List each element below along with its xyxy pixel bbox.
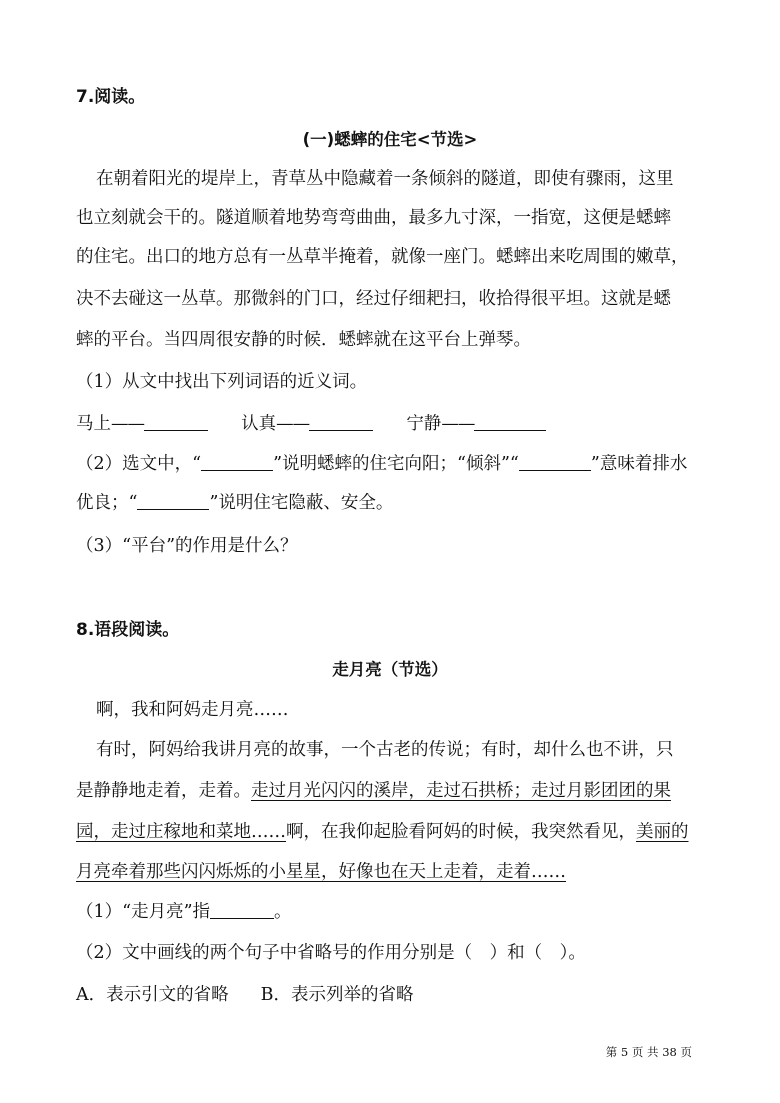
- underlined-sentence-2a: 美丽的: [636, 822, 689, 842]
- q7-question-1: （1）从文中找出下列词语的近义词。: [76, 372, 368, 392]
- dash-2: ——: [276, 414, 310, 434]
- q8-para-2-line-1: 有时，阿妈给我讲月亮的故事，一个古老的传说；有时，却什么也不讲，只: [96, 740, 674, 760]
- p2-plain-1: 是静静地走着，走着。: [76, 781, 251, 801]
- q8-question-1: [76, 900, 706, 924]
- q8-passage-title: 走月亮（节选）: [332, 660, 448, 679]
- q7-question-3: （3）“平台”的作用是什么？: [76, 536, 298, 556]
- q7-para-line-2: 也立刻就会干的。隧道顺着地势弯弯曲曲，最多九寸深，一指宽，这便是蟋蟀: [76, 208, 671, 228]
- q7-para-line-5: 蟀的平台。当四周很安静的时候．蟋蟀就在这平台上弹琴。: [76, 330, 531, 350]
- q7-passage-title: (一)蟋蟀的住宅<节选>: [302, 130, 478, 149]
- q8-para-1: 啊，我和阿妈走月亮……: [96, 700, 289, 720]
- q7-para-line-4: 决不去碰这一丛草。那微斜的门口，经过仔细耙扫，收拾得很平坦。这就是蟋: [76, 289, 671, 309]
- q8-q1-text: （1）“走月亮”指: [76, 902, 211, 922]
- q7-para-line-3: 的住宅。出口的地方总有一丛草半掩着，就像一座门。蟋蟀出来吃周围的嫩草，: [76, 247, 689, 267]
- q8-options: [76, 983, 706, 1007]
- underlined-sentence-1b: 园，走过庄稼地和菜地……: [76, 822, 286, 842]
- q7-question-2-line-2: [76, 491, 706, 515]
- q8-para-2-line-4: [76, 860, 706, 884]
- q8-para-2-line-2: [76, 779, 706, 803]
- answer-blank-renzhen[interactable]: [309, 412, 373, 431]
- q2-text-d: 优良；“: [76, 493, 138, 513]
- underlined-sentence-1a: 走过月光闪闪的溪岸，走过石拱桥；走过月影团团的果: [251, 781, 671, 801]
- word-renzhen: 认真: [241, 414, 277, 434]
- answer-blank-ningjing[interactable]: [474, 412, 546, 431]
- dash-1: ——: [111, 414, 144, 434]
- q2-text-c: ”意味着排水: [590, 454, 688, 474]
- p2-plain-2: 啊，在我仰起脸看阿妈的时候，我突然看见，: [286, 822, 636, 842]
- q2-text-a: （2）选文中，“: [76, 454, 202, 474]
- word-mashang: 马上: [76, 414, 111, 434]
- word-ningjing: 宁静: [406, 414, 442, 434]
- q2-text-e: ”说明住宅隐蔽、安全。: [209, 493, 394, 513]
- dash-3: ——: [441, 414, 475, 434]
- q8-para-2-line-3: [76, 820, 706, 844]
- answer-blank-q2-1[interactable]: [201, 452, 273, 471]
- answer-blank-q2-3[interactable]: [137, 491, 209, 510]
- q7-para-line-1: 在朝着阳光的堤岸上，青草丛中隐藏着一条倾斜的隧道，即使有骤雨，这里: [96, 169, 674, 189]
- q7-synonym-row: [76, 412, 706, 436]
- q7-heading: 7.阅读。: [76, 87, 146, 107]
- q8-question-2: （2）文中画线的两个句子中省略号的作用分别是（ ）和（ ）。: [76, 943, 586, 963]
- q7-question-2-line-1: [76, 452, 706, 476]
- q8-q1-suffix: 。: [274, 902, 292, 922]
- answer-blank-mashang[interactable]: [144, 412, 208, 431]
- q2-text-b: ”说明蟋蟀的住宅向阳；“倾斜”“: [273, 454, 519, 474]
- page-number-footer: 第 5 页 共 38 页: [605, 1045, 692, 1059]
- answer-blank-q8-1[interactable]: [210, 900, 274, 919]
- underlined-sentence-2b: 月亮牵着那些闪闪烁烁的小星星，好像也在天上走着，走着……: [76, 862, 566, 882]
- answer-blank-q2-2[interactable]: [519, 452, 591, 471]
- q8-heading: 8.语段阅读。: [76, 620, 180, 640]
- option-a[interactable]: A．表示引文的省略: [76, 985, 229, 1005]
- option-b[interactable]: B．表示列举的省略: [260, 985, 414, 1005]
